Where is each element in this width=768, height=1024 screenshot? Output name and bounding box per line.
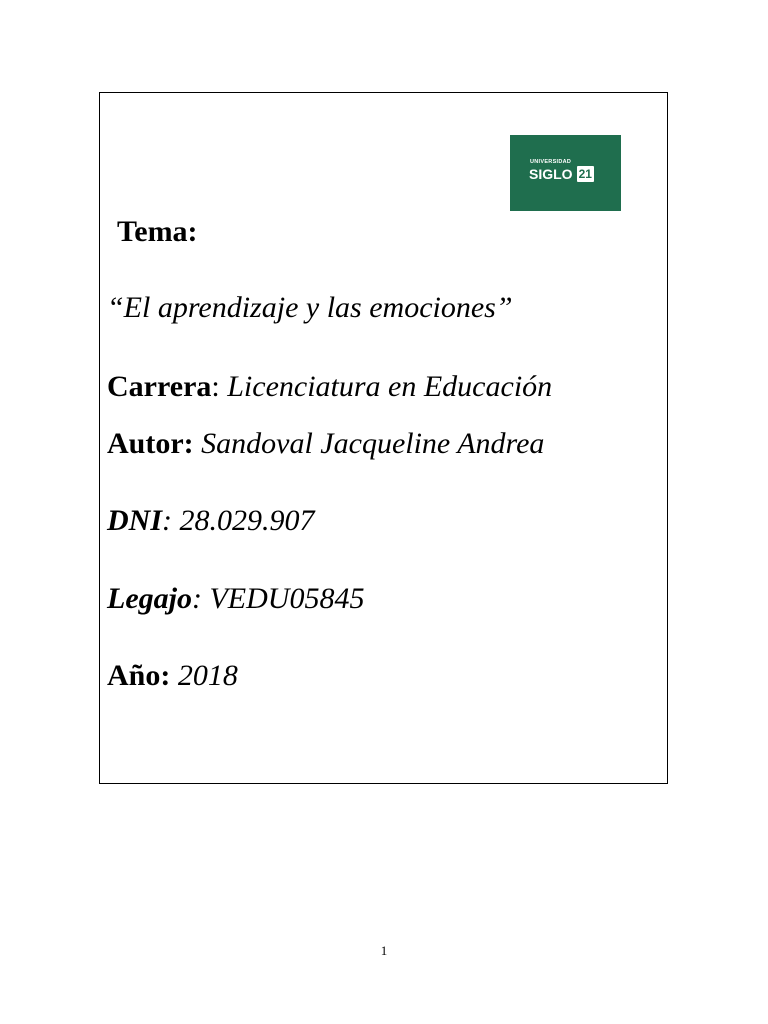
dni-line	[107, 503, 315, 539]
tema-label: Tema:	[117, 215, 198, 248]
anio-value: 2018	[170, 659, 238, 692]
logo-number: 21	[578, 167, 592, 181]
dni-value: : 28.029.907	[162, 504, 315, 537]
carrera-separator: :	[211, 370, 220, 403]
anio-label: Año:	[107, 659, 171, 692]
autor-label: Autor:	[107, 427, 194, 460]
autor-value: Sandoval Jacqueline Andrea	[193, 427, 545, 460]
page-number: 1	[380, 943, 388, 958]
logo-name	[529, 166, 594, 182]
carrera-value: Licenciatura en Educación	[219, 370, 553, 403]
dni-label: DNI	[107, 504, 163, 537]
legajo-value: : VEDU05845	[191, 582, 365, 615]
tema-value: “El aprendizaje y las emociones”	[107, 291, 513, 324]
logo-siglo-text: SIGLO	[529, 166, 573, 182]
legajo-line	[107, 581, 364, 617]
logo-universidad-text: UNIVERSIDAD	[530, 159, 572, 165]
siglo21-logo	[510, 135, 621, 211]
autor-line	[107, 426, 544, 462]
carrera-label: Carrera	[107, 370, 212, 403]
legajo-label: Legajo	[107, 582, 192, 615]
anio-line	[107, 658, 238, 694]
carrera-line	[107, 369, 552, 405]
